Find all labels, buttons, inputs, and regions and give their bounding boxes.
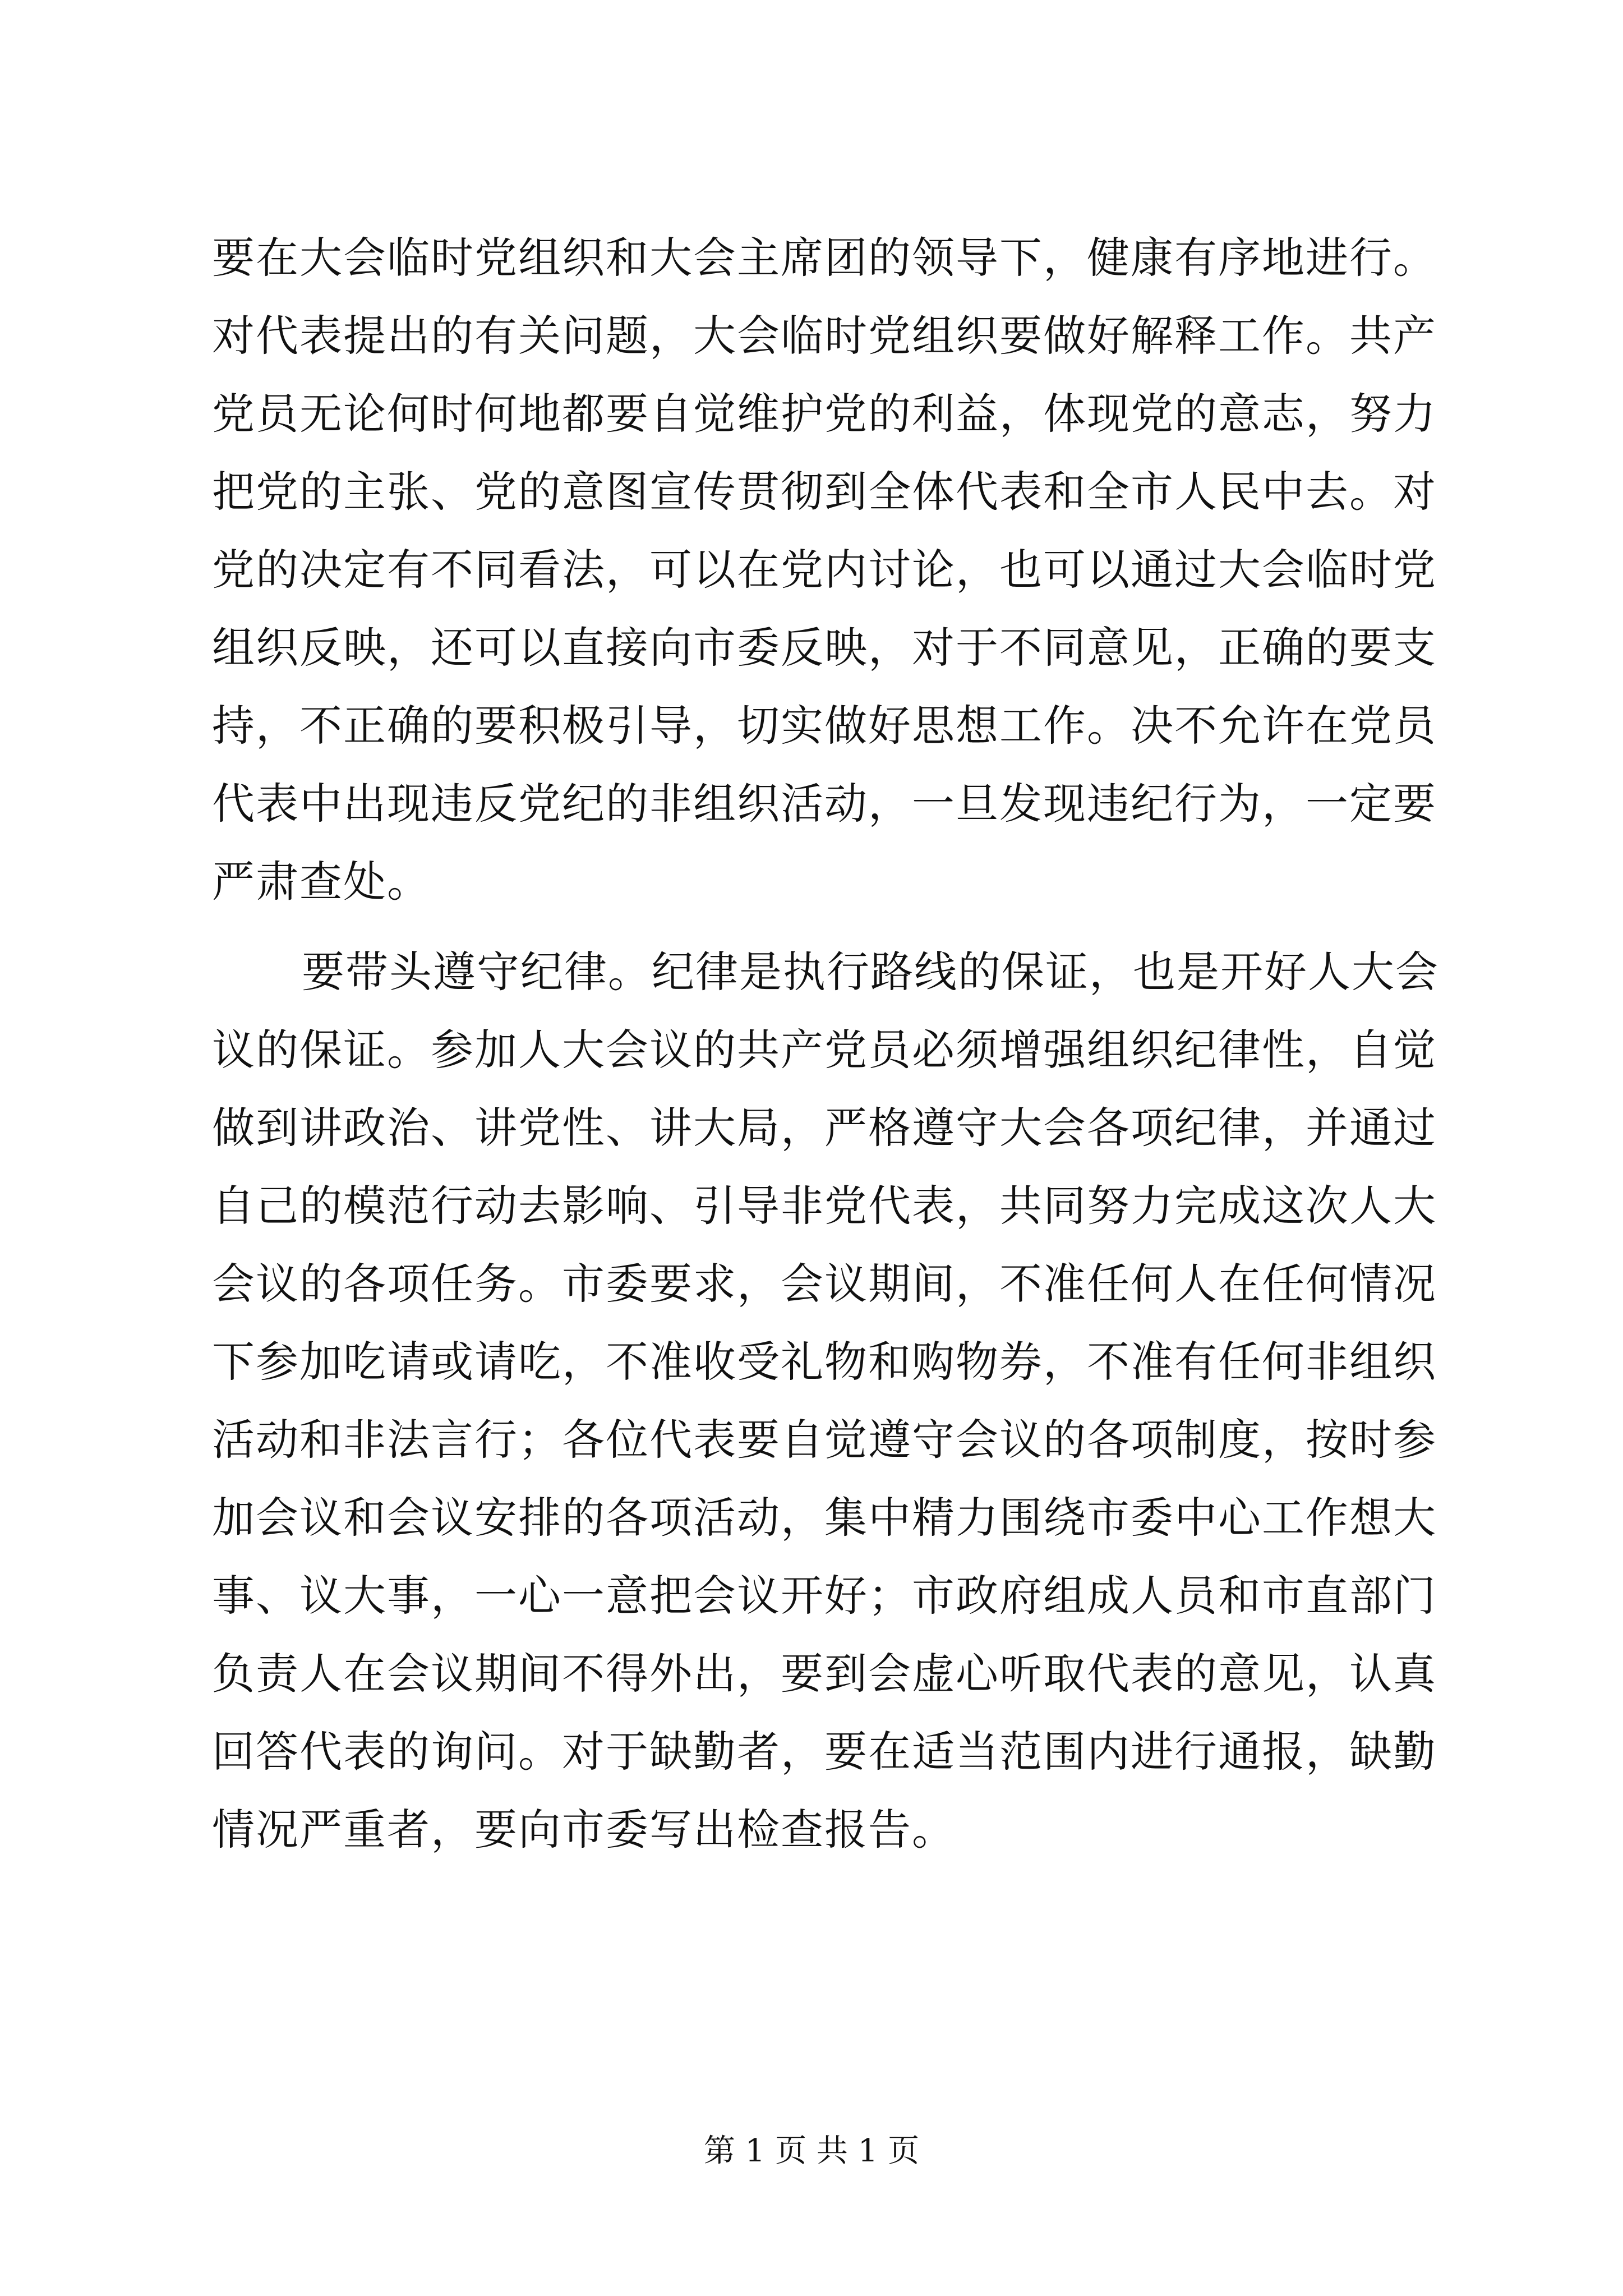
text-line: 情况严重者，要向市委写出检查报告。 (212, 1805, 956, 1855)
text-line: 持，不正确的要积极引导，切实做好思想工作。决不允许在党员 (212, 701, 1437, 751)
paragraph-2 (212, 933, 1439, 1869)
text-line: 要带头遵守纪律。纪律是执行路线的保证，也是开好人大会 (302, 947, 1439, 997)
text-line: 议的保证。参加人大会议的共产党员必须增强组织纪律性，自觉 (212, 1025, 1437, 1075)
paragraph-1 (212, 219, 1437, 921)
page-footer (0, 2132, 1623, 2171)
text-line: 回答代表的询问。对于缺勤者，要在适当范围内进行通报，缺勤 (212, 1727, 1437, 1777)
text-line: 组织反映，还可以直接向市委反映，对于不同意见，正确的要支 (212, 623, 1437, 673)
paragraph-gap (212, 921, 1423, 933)
page-number-label: 第 1 页 共 1 页 (703, 2133, 920, 2169)
text-line: 自己的模范行动去影响、引导非党代表，共同努力完成这次人大 (212, 1181, 1437, 1231)
text-line: 党的决定有不同看法，可以在党内讨论，也可以通过大会临时党 (212, 545, 1437, 595)
text-line: 对代表提出的有关问题，大会临时党组织要做好解释工作。共产 (212, 311, 1437, 361)
text-line: 严肃查处。 (212, 857, 431, 907)
text-line: 代表中出现违反党纪的非组织活动，一旦发现违纪行为，一定要 (212, 779, 1437, 829)
text-line: 负责人在会议期间不得外出，要到会虚心听取代表的意见，认真 (212, 1649, 1437, 1699)
text-line: 事、议大事，一心一意把会议开好；市政府组成人员和市直部门 (212, 1571, 1437, 1621)
text-line: 党员无论何时何地都要自觉维护党的利益，体现党的意志，努力 (212, 389, 1437, 439)
text-line: 会议的各项任务。市委要求，会议期间，不准任何人在任何情况 (212, 1259, 1437, 1309)
text-line: 下参加吃请或请吃，不准收受礼物和购物券，不准有任何非组织 (212, 1337, 1437, 1387)
text-line: 做到讲政治、讲党性、讲大局，严格遵守大会各项纪律，并通过 (212, 1103, 1437, 1153)
document-body (212, 219, 1439, 1869)
text-line: 加会议和会议安排的各项活动，集中精力围绕市委中心工作想大 (212, 1493, 1437, 1543)
text-line: 要在大会临时党组织和大会主席团的领导下，健康有序地进行。 (212, 233, 1437, 283)
text-line: 把党的主张、党的意图宣传贯彻到全体代表和全市人民中去。对 (212, 467, 1437, 517)
text-line: 活动和非法言行；各位代表要自觉遵守会议的各项制度，按时参 (212, 1415, 1437, 1465)
